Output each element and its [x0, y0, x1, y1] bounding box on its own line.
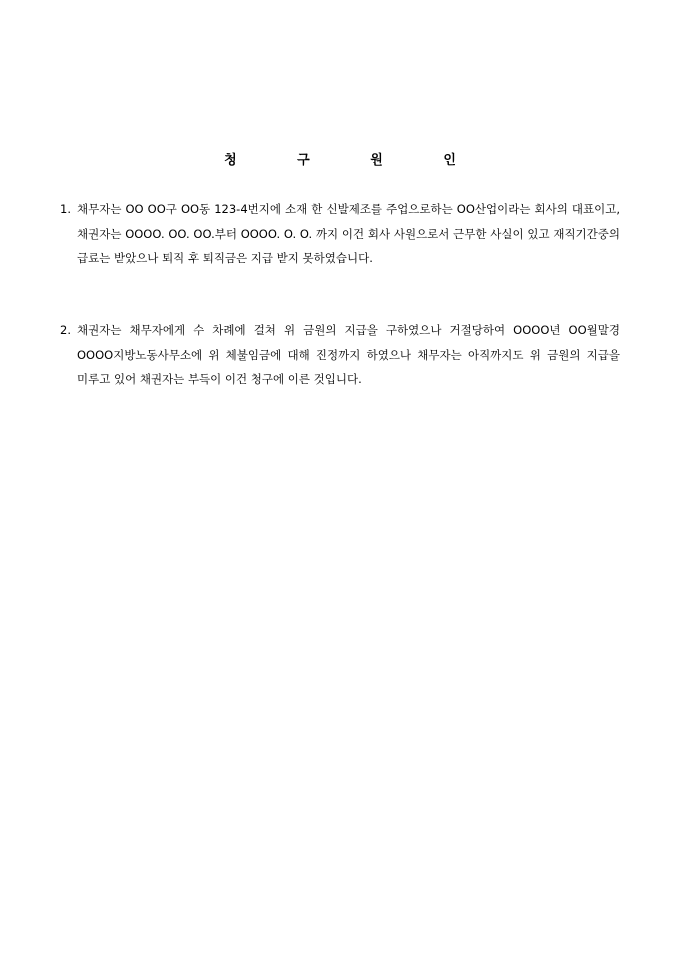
claim-item-number: 2.	[60, 323, 71, 337]
claim-item-1	[60, 197, 620, 271]
claim-item-text: 채권자는 채무자에게 수 차례에 걸쳐 위 금원의 지급을 구하였으나 거절당하여 OOOO년 OO월말경 OOOO지방노동사무소에 위 체불임금에 대해 진정까지 하였으나 채무자는 아직까지도 위 금원의 지급을 미루고 있어 채권자는 부득이 이건 청구에 이른 것입니다.	[77, 323, 620, 386]
claim-item-2	[60, 318, 620, 392]
claim-item-text: 채무자는 OO OO구 OO동 123-4번지에 소재 한 신발제조를 주업으로하는 OO산업이라는 회사의 대표이고, 채권자는 OOOO. OO. OO.부터 OOOO. O. O. 까지 이건 회사 사원으로서 근무한 사실이 있고 재직기간중의 급료는 받았으나 퇴직 후 퇴직금은 지급 받지 못하였습니다.	[77, 202, 620, 265]
claim-item-number: 1.	[60, 202, 71, 216]
document-title: 청 구 원 인	[224, 153, 484, 168]
